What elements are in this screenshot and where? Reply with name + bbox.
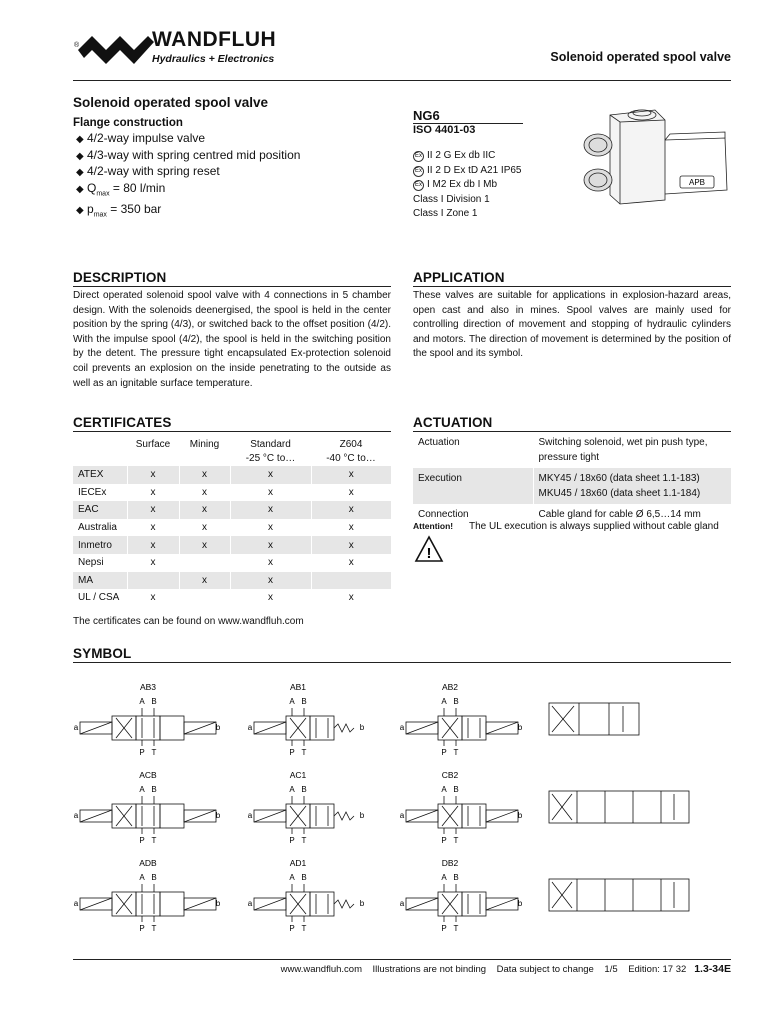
svg-text:A: A (289, 697, 295, 706)
symbol-label: AD1 (289, 858, 307, 868)
svg-text:a: a (247, 899, 253, 908)
svg-text:B: B (301, 873, 307, 882)
ex-line: Ex II 2 G Ex db IIC (414, 150, 496, 161)
table-row: Nepsi x x x (73, 554, 391, 572)
table-row: Connection Cable gland for cable Ø 6,5…14 mm (413, 504, 731, 525)
bullet-item-qmax: ◆ $Q_{max} = 80$ l/min (76, 180, 166, 198)
svg-text:b: b (517, 723, 523, 732)
description-text: Direct operated solenoid spool valve with 4 connections in 5 chamber design. With the solenoids deenergised, the spool is held in the center position by the spring (4/3), or switched back to the offset position (4/2). With the impulse spool (4/2), the spool is held in the switching position by the detent. The pressure tight encapsulated Ex-protection solenoid coil prevents an explosion on the inside penetrating to the outside as well as an ignitable surface temperature. (73, 290, 391, 389)
svg-text:T: T (151, 748, 157, 757)
symbol-label: AC1 (289, 770, 307, 780)
svg-text:P: P (289, 924, 295, 933)
svg-text:P: P (441, 924, 447, 933)
svg-text:P: P (139, 924, 145, 933)
application-rule (413, 286, 731, 287)
valve-symbol-ab3-icon (72, 680, 222, 760)
valve-illustration-icon (570, 100, 730, 210)
table-row: MA x x (73, 572, 391, 590)
table-row: IECEx x x x x (73, 484, 391, 502)
table-header-cell: Standard -25 °C to… (245, 439, 296, 464)
svg-text:B: B (151, 697, 157, 706)
doc-title: Solenoid operated spool valve (550, 50, 731, 64)
svg-text:T: T (151, 836, 157, 845)
class-line: Class I Division 1 (413, 193, 490, 205)
symbol-label: AB1 (289, 682, 307, 692)
table-header-cell: Surface (135, 439, 171, 450)
svg-text:B: B (301, 697, 307, 706)
svg-text:a: a (73, 899, 79, 908)
footer-disclaimer: Illustrations are not binding (372, 964, 487, 975)
svg-text:a: a (247, 723, 253, 732)
symbol-rule (73, 662, 731, 663)
valve-symbol-db2-icon (398, 856, 548, 936)
warning-triangle-icon (414, 535, 444, 563)
svg-text:A: A (441, 873, 447, 882)
svg-text:P: P (139, 748, 145, 757)
svg-text:b: b (215, 899, 221, 908)
svg-text:B: B (453, 697, 459, 706)
svg-text:B: B (301, 785, 307, 794)
svg-text:P: P (441, 836, 447, 845)
bullet-item-pmax: ◆ $p_{max} = 350$ bar (76, 201, 162, 219)
svg-text:B: B (151, 785, 157, 794)
description-heading: DESCRIPTION (73, 270, 167, 285)
svg-text:a: a (73, 811, 79, 820)
svg-text:P: P (139, 836, 145, 845)
ex-mark-icon: Ex (413, 151, 424, 162)
valve-symbol-ab1-icon (246, 680, 396, 760)
ex-lines (413, 149, 522, 222)
svg-text:T: T (453, 836, 459, 845)
description-rule (73, 286, 391, 287)
svg-text:T: T (453, 924, 459, 933)
svg-text:A: A (441, 785, 447, 794)
svg-text:a: a (399, 811, 405, 820)
svg-text:P: P (441, 748, 447, 757)
attention-text: The UL execution is always supplied without cable gland (469, 521, 719, 532)
bullet-item: ◆ 4/2-way impulse valve (76, 131, 206, 145)
application-text: These valves are suitable for applications in explosion-hazard areas, open cast and also in mines. Spool valves are mainly used for controlling direction of movement and stopping of hydraulic cylinders and motors. The direction of movement is determined by the position of the spool and its symbol. (413, 290, 731, 360)
valve-symbol-adb-icon (72, 856, 222, 936)
svg-text:A: A (139, 873, 145, 882)
svg-text:!: ! (426, 545, 432, 562)
valve-symbol-cb2-icon (398, 768, 548, 848)
footer-rule (73, 959, 731, 960)
certificates-note: The certificates can be found on www.wandfluh.com (73, 616, 304, 627)
table-row: Inmetro x x x x (73, 536, 391, 554)
certificates-table (73, 432, 391, 607)
actuation-table (413, 432, 731, 525)
ex-mark-icon: Ex (413, 166, 424, 177)
bullet-item: ◆ 4/2-way with spring reset (76, 164, 220, 179)
bullet-item: ◆ 4/3-way with spring centred mid position (76, 147, 301, 162)
table-row: Execution MKY45 / 18x60 (data sheet 1.1-183) MKU45 / 18x60 (data sheet 1.1-184) (413, 468, 731, 504)
application-heading: APPLICATION (413, 270, 505, 285)
svg-text:P: P (289, 748, 295, 757)
logo (76, 30, 156, 77)
intro-subtitle: Flange construction (73, 117, 183, 129)
attention-label: Attention! (413, 521, 454, 531)
symbol-label: ADB (139, 858, 157, 868)
certificates-heading: CERTIFICATES (73, 415, 172, 430)
symbol-label: CB2 (441, 770, 459, 780)
svg-text:A: A (441, 697, 447, 706)
svg-text:T: T (301, 836, 307, 845)
table-row: Actuation Switching solenoid, wet pin push type, pressure tight (413, 432, 731, 468)
footer-page: 1/5 (604, 964, 618, 975)
svg-text:B: B (453, 873, 459, 882)
spool-overview-icon (548, 878, 690, 912)
svg-text:b: b (359, 811, 365, 820)
svg-text:T: T (301, 924, 307, 933)
svg-text:A: A (139, 697, 145, 706)
table-header-cell (73, 432, 127, 466)
table-row: UL / CSA x x x (73, 589, 391, 607)
table-header-cell: Mining (189, 439, 220, 450)
table-row: ATEX x x x x (73, 466, 391, 484)
svg-text:T: T (453, 748, 459, 757)
svg-text:T: T (301, 748, 307, 757)
brand-name: WANDFLUH (152, 28, 277, 51)
registered-mark: ® (74, 42, 80, 49)
svg-text:b: b (517, 811, 523, 820)
svg-text:a: a (247, 811, 253, 820)
ng-title: NG6 (413, 108, 440, 123)
footer-disclaimer: Data subject to change (496, 964, 594, 975)
svg-text:P: P (289, 836, 295, 845)
header-rule (73, 80, 731, 81)
svg-text:a: a (399, 899, 405, 908)
svg-text:b: b (359, 723, 365, 732)
ng-iso: ISO 4401-03 (413, 124, 476, 136)
table-header-row (73, 432, 391, 466)
table-header-cell: Z604 -40 °C to… (326, 439, 376, 464)
wandfluh-logo-icon (76, 30, 156, 72)
ex-line: Ex I M2 Ex db I Mb (414, 179, 498, 191)
svg-text:b: b (215, 723, 221, 732)
svg-text:b: b (359, 899, 365, 908)
svg-text:B: B (453, 785, 459, 794)
symbol-label: AB3 (139, 682, 157, 692)
svg-text:b: b (215, 811, 221, 820)
footer-website[interactable]: www.wandfluh.com (280, 964, 362, 975)
footer-edition: Edition: 17 32 (628, 964, 687, 975)
actuation-heading: ACTUATION (413, 415, 493, 430)
svg-text:a: a (73, 723, 79, 732)
svg-text:a: a (399, 723, 405, 732)
product-label: APB (688, 178, 706, 187)
table-row: EAC x x x x (73, 501, 391, 519)
symbol-label: AB2 (441, 682, 459, 692)
spool-overview-icon (548, 790, 690, 824)
footer-doc-number: 1.3-34E (694, 963, 731, 975)
symbol-heading: SYMBOL (73, 646, 132, 661)
valve-symbol-ab2-icon (398, 680, 548, 760)
footer (281, 963, 731, 975)
valve-symbol-ad1-icon (246, 856, 396, 936)
intro-bullets (76, 131, 300, 223)
valve-symbol-acb-icon (72, 768, 222, 848)
symbol-label: DB2 (441, 858, 459, 868)
ex-mark-icon: Ex (413, 180, 424, 191)
symbol-label: ACB (139, 770, 157, 780)
svg-text:b: b (517, 899, 523, 908)
spool-overview-icon (548, 702, 690, 736)
svg-text:A: A (289, 785, 295, 794)
svg-text:A: A (289, 873, 295, 882)
brand-tagline: Hydraulics + Electronics (152, 53, 275, 65)
intro-title: Solenoid operated spool valve (73, 95, 269, 110)
valve-symbol-ac1-icon (246, 768, 396, 848)
svg-text:B: B (151, 873, 157, 882)
svg-text:A: A (139, 785, 145, 794)
class-line: Class I Zone 1 (413, 208, 478, 220)
svg-text:T: T (151, 924, 157, 933)
table-row: Australia x x x x (73, 519, 391, 537)
ex-line: Ex II 2 D Ex tD A21 IP65 (414, 164, 522, 176)
